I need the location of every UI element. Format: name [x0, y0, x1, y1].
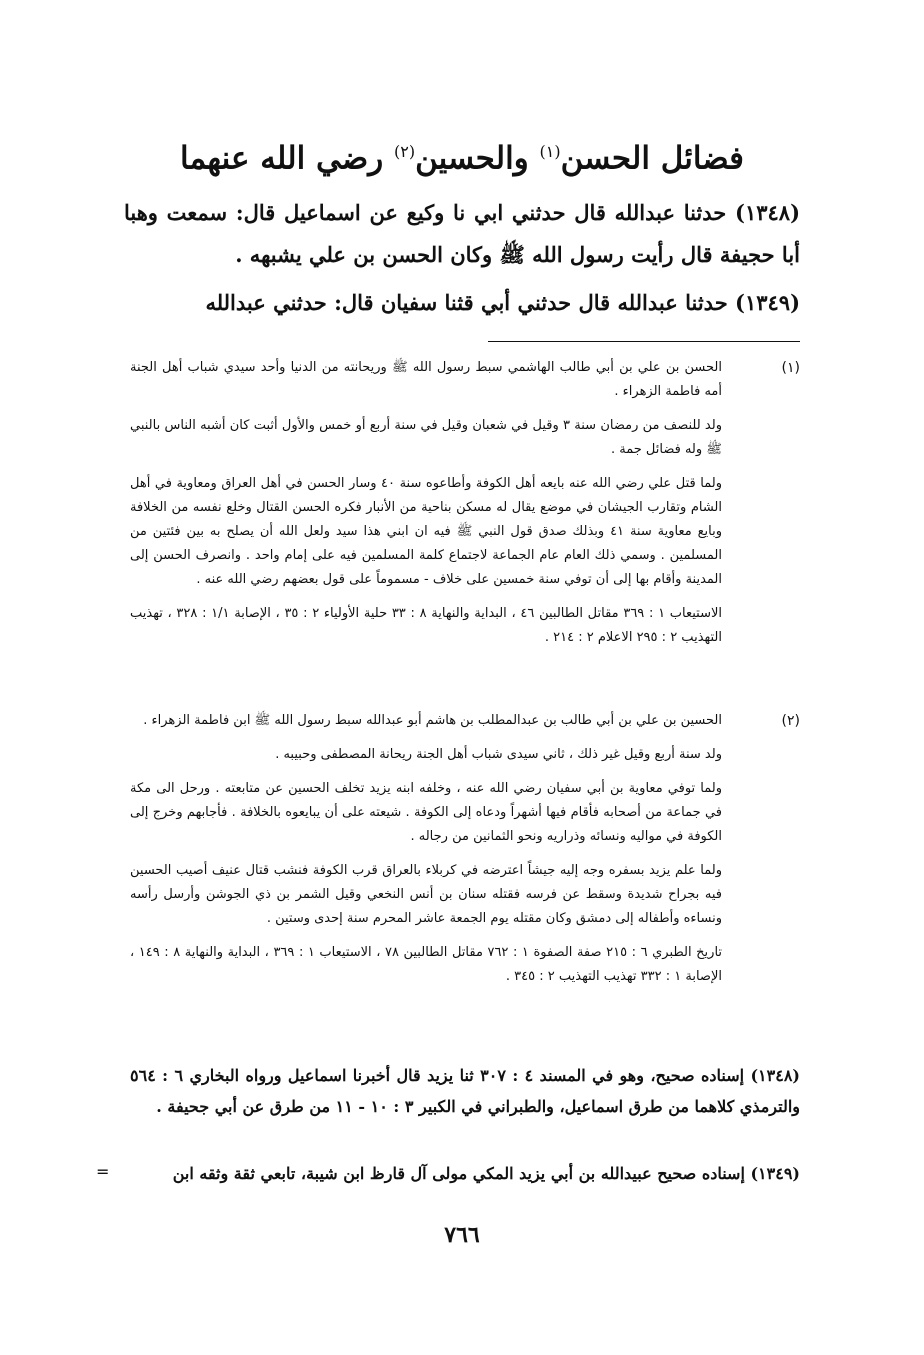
footnote-body — [130, 356, 722, 650]
footnote-paragraph: ولما قتل علي رضي الله عنه بايعه أهل الكوفة وأطاعوه سنة ٤٠ وسار الحسن في أهل العراق ومعاوية في أهل الشام وتقارب الجيشان في موضع يقال له مسكن بناحية من الأنبار فكره الحسن القتال وخلع نفسه من الخلافة وبايع معاوية سنة ٤١ وبذلك صدق قول النبي ﷺ فيه ان ابني هذا سيد ولعل الله أن يصلح به بين فئتين من المسلمين . وسمي ذلك العام عام الجماعة لاجتماع كلمة المسلمين فيه على إمام واحد . وانصرف الحسن إلى المدينة وأقام بها إلى أن توفي سنة خمسين على خلاف - مسموماً على قول بعضهم رضي الله عنه . — [130, 476, 722, 587]
footnote-divider — [488, 341, 800, 342]
footnote-paragraph: ولما علم يزيد بسفره وجه إليه جيشاً اعترضه في كربلاء بالعراق قرب الكوفة فنشب قتال عنيف أصيب الحسين فيه بجراح شديدة وسقط عن فرسه فقتله سنان بن أنس النخعي وقيل الشمر بن ذي الجوشن وأرسل رأسه ونساءه وأطفاله إلى دمشق وكان مقتله يوم الجمعة عاشر المحرم سنة إحدى وستين . — [130, 863, 722, 926]
footnote-number: (١) — [781, 360, 800, 376]
footnote-number: (٢) — [781, 713, 800, 729]
footnote-body — [130, 709, 722, 989]
isnad-note-1348: (١٣٤٨) إسناده صحيح، وهو في المسند ٤ : ٣٠٧ ثنا يزيد قال أخبرنا اسماعيل ورواه البخاري ٦ : ٥٦٤ والترمذي كلاهما من طرق اسماعيل، والطبراني في الكبير ٣ : ١٠ - ١١ من طرق عن أبي جحيفة . — [130, 1066, 800, 1116]
hadith-1348: (١٣٤٨) حدثنا عبدالله قال حدثني ابي نا وكيع عن اسماعيل قال: سمعت وهبا أبا حجيفة قال رأيت رسول الله ﷺ وكان الحسن بن علي يشبهه . — [124, 200, 800, 267]
title-part-radiallah: رضي الله عنهما — [180, 140, 394, 177]
footnote-paragraph: الحسن بن علي بن أبي طالب الهاشمي سبط رسول الله ﷺ وريحانته من الدنيا وأحد سيدي شباب أهل الجنة أمه فاطمة الزهراء . — [130, 360, 722, 399]
title-footnote-ref-1[interactable]: (١) — [539, 142, 561, 161]
footnote-paragraph: ولد سنة أربع وقيل غير ذلك ، ثاني سيدى شباب أهل الجنة ريحانة المصطفى وحبيبه . — [275, 747, 722, 762]
hadith-1349: (١٣٤٩) حدثنا عبدالله قال حدثني أبي قثنا سفيان قال: حدثني عبدالله — [205, 290, 800, 315]
title-footnote-ref-2[interactable]: (٢) — [393, 142, 416, 161]
page-number: ٧٦٦ — [444, 1222, 480, 1248]
footnote-1 — [130, 356, 800, 660]
title-part-hasan: فضائل الحسن — [560, 140, 744, 177]
continuation-mark: = — [96, 1162, 110, 1181]
footnote-paragraph: الحسين بن علي بن أبي طالب بن عبدالمطلب بن هاشم أبو عبدالله سبط رسول الله ﷺ ابن فاطمة الزهراء . — [143, 713, 722, 728]
footnote-paragraph: ولد للنصف من رمضان سنة ٣ وقيل في شعبان وقيل في سنة أربع أو خمس والأول أثبت كان أشبه الناس بالنبي ﷺ وله فضائل جمة . — [130, 418, 722, 457]
isnad-note-1349: (١٣٤٩) إسناده صحيح عبيدالله بن أبي يزيد المكي مولى آل قارظ ابن شيبة، تابعي ثقة وثقه ابن — [172, 1164, 800, 1183]
chapter-title — [130, 128, 794, 182]
footnote-paragraph: ولما توفي معاوية بن أبي سفيان رضي الله عنه ، وخلفه ابنه يزيد تخلف الحسين عن متابعته . ورحل الى مكة في جماعة من أصحابه فأقام فيها أشهراً ودعاه إلى الكوفة . شيعته على أن يبايعوه بالخلافة . فأجابهم وخرج إلى الكوفة في مواليه ونسائه وذراريه ونحو الثمانين من رجاله . — [130, 781, 722, 844]
footnote-references: تاريخ الطبري ٦ : ٢١٥ صفة الصفوة ١ : ٧٦٢ مقاتل الطالبين ٧٨ ، الاستيعاب ١ : ٣٦٩ ، البداية والنهاية ٨ : ١٤٩ ، الإصابة ١ : ٣٣٢ تهذيب التهذيب ٢ : ٣٤٥ . — [130, 945, 723, 984]
footnote-references: الاستيعاب ١ : ٣٦٩ مقاتل الطالبين ٤٦ ، البداية والنهاية ٨ : ٣٣ حلية الأولياء ٢ : ٣٥ ، الإصابة ١/١ : ٣٢٨ ، تهذيب التهذيب ٢ : ٢٩٥ الاعلام ٢ : ٢١٤ . — [130, 606, 723, 645]
title-part-husayn: والحسين — [415, 140, 540, 177]
footnote-2 — [130, 709, 800, 999]
